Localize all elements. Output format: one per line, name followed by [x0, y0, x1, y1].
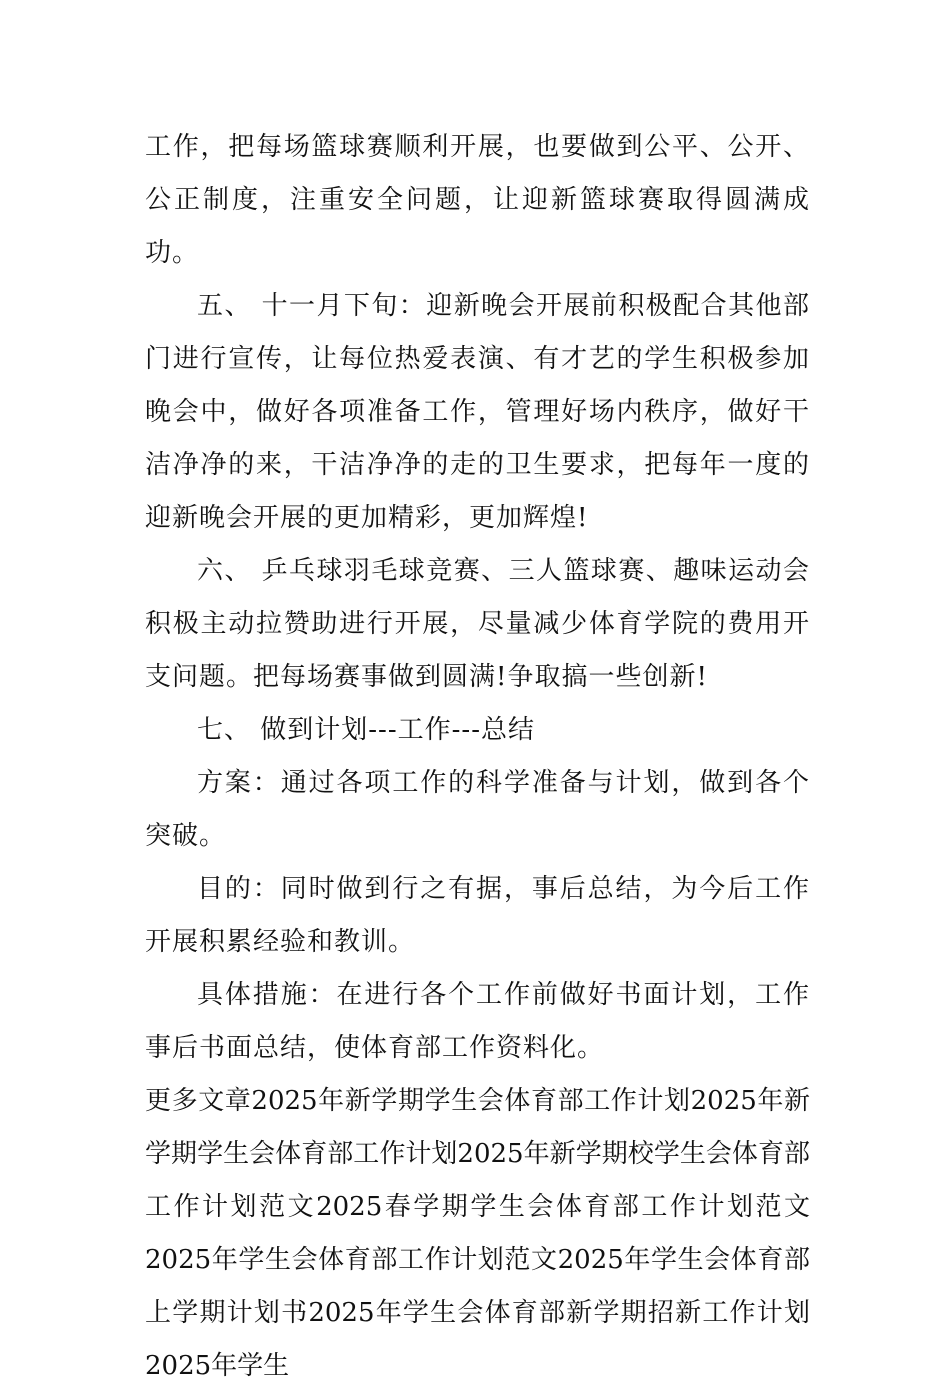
paragraph-goal: 目的：同时做到行之有据，事后总结，为今后工作开展积累经验和教训。 [145, 874, 810, 957]
more-articles-links[interactable]: 更多文章2025年新学期学生会体育部工作计划2025年新学期学生会体育部工作计划2025年新学期校学生会体育部工作计划范文2025春学期学生会体育部工作计划范文2025年学生会体育部工作计划范文2025年学生会体育部上学期计划书2025年学生会体育部新学期招新工作计划2025年学生 [145, 1086, 810, 1381]
paragraph-item-7: 七、 做到计划---工作---总结 [197, 715, 535, 745]
paragraph-measures: 具体措施：在进行各个工作前做好书面计划，工作事后书面总结，使体育部工作资料化。 [145, 980, 810, 1063]
paragraph-item-6: 六、 乒乓球羽毛球竞赛、三人篮球赛、趣味运动会积极主动拉赞助进行开展，尽量减少体育学院的费用开支问题。把每场赛事做到圆满!争取搞一些创新! [145, 556, 810, 692]
paragraph-item-5: 五、 十一月下旬：迎新晚会开展前积极配合其他部门进行宣传，让每位热爱表演、有才艺的学生积极参加晚会中，做好各项准备工作，管理好场内秩序，做好干洁净净的来，干洁净净的走的卫生要求，把每年一度的迎新晚会开展的更加精彩，更加辉煌! [145, 291, 810, 533]
paragraph-continuation: 工作，把每场篮球赛顺利开展，也要做到公平、公开、公正制度，注重安全问题，让迎新篮球赛取得圆满成功。 [145, 132, 810, 268]
paragraph-plan: 方案：通过各项工作的科学准备与计划，做到各个突破。 [145, 768, 810, 851]
document-body [145, 121, 810, 1393]
